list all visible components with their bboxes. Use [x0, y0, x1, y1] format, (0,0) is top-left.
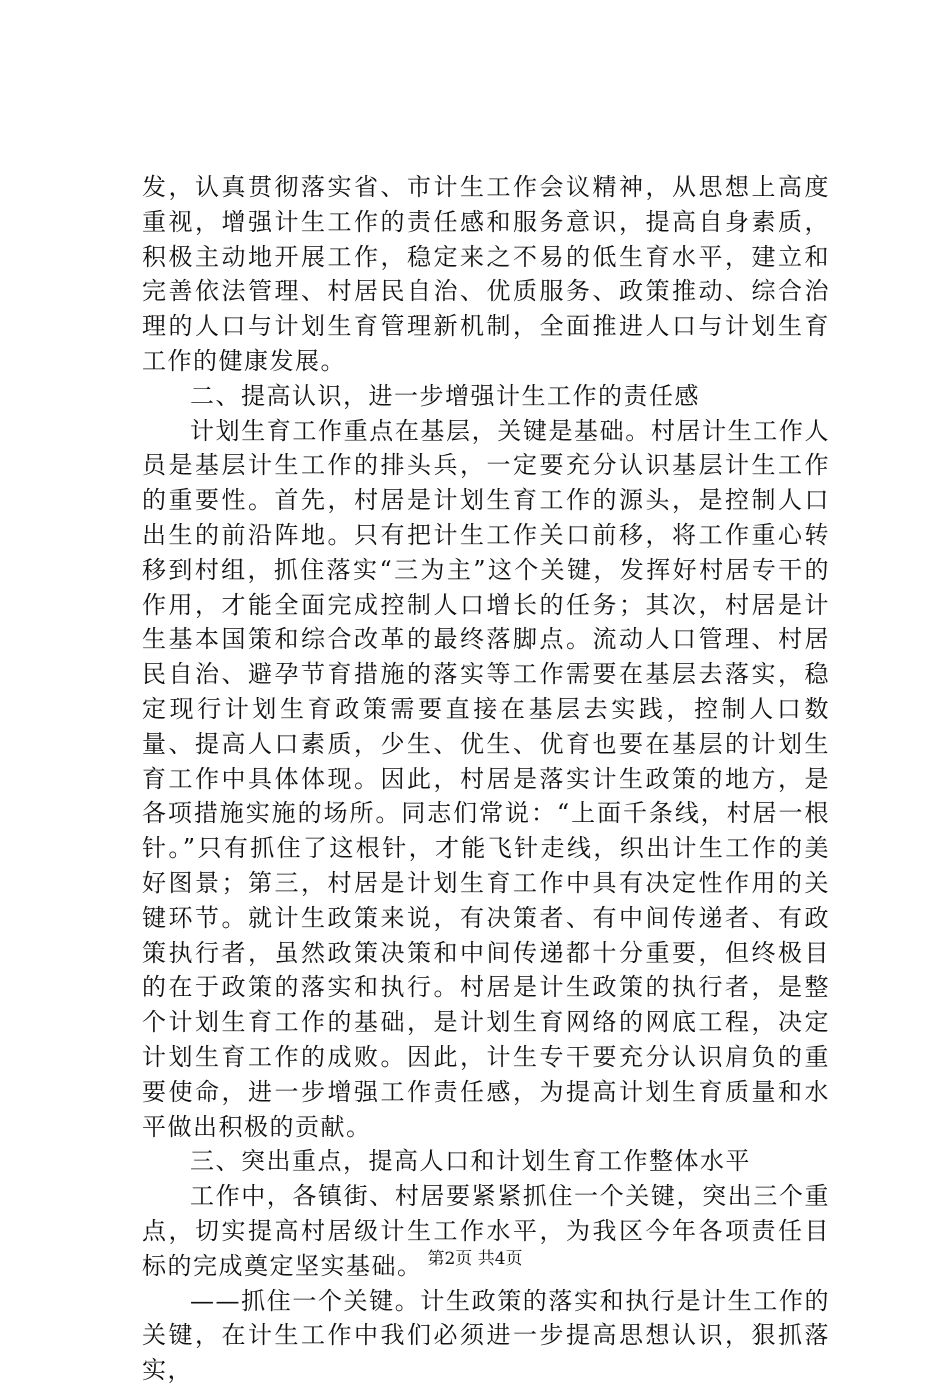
paragraph-continuation: 发，认真贯彻落实省、市计生工作会议精神，从思想上高度重视，增强计生工作的责任感和服务意识，提高自身素质，积极主动地开展工作，稳定来之不易的低生育水平，建立和完善依法管理、村居民自治、优质服务、政策推动、综合治理的人口与计划生育管理新机制，全面推进人口与计划生育工作的健康发展。	[142, 173, 830, 375]
section-heading-3: 三、突出重点，提高人口和计划生育工作整体水平	[190, 1147, 751, 1176]
document-body	[142, 170, 830, 1388]
page-number-footer: 第2页 共4页	[427, 1249, 523, 1269]
paragraph-section-3-intro: 工作中，各镇街、村居要紧紧抓住一个关键，突出三个重点，切实提高村居级计生工作水平，为我区今年各项责任目标的完成奠定坚实基础。	[142, 1182, 830, 1280]
section-heading-2: 二、提高认识，进一步增强计生工作的责任感	[190, 381, 700, 410]
paragraph-key-point: ——抓住一个关键。计生政策的落实和执行是计生工作的关键，在计生工作中我们必须进一步提高思想认识，狠抓落实，	[142, 1286, 830, 1385]
paragraph-section-2: 计划生育工作重点在基层，关键是基础。村居计生工作人员是基层计生工作的排头兵，一定要充分认识基层计生工作的重要性。首先，村居是计划生育工作的源头，是控制人口出生的前沿阵地。只有把计生工作关口前移，将工作重心转移到村组，抓住落实“三为主”这个关键，发挥好村居专干的作用，才能全面完成控制人口增长的任务；其次，村居是计生基本国策和综合改革的最终落脚点。流动人口管理、村居民自治、避孕节育措施的落实等工作需要在基层去落实，稳定现行计划生育政策需要直接在基层去实践，控制人口数量、提高人口素质，少生、优生、优育也要在基层的计划生育工作中具体体现。因此，村居是落实计生政策的地方，是各项措施实施的场所。同志们常说：“上面千条线，村居一根针。”只有抓住了这根针，才能飞针走线，织出计生工作的美好图景；第三，村居是计划生育工作中具有决定性作用的关键环节。就计生政策来说，有决策者、有中间传递者、有政策执行者，虽然政策决策和中间传递都十分重要，但终极目的在于政策的落实和执行。村居是计生政策的执行者，是整个计划生育工作的基础，是计划生育网络的网底工程，决定计划生育工作的成败。因此，计生专干要充分认识肩负的重要使命，进一步增强工作责任感，为提高计划生育质量和水平做出积极的贡献。	[142, 416, 830, 1141]
